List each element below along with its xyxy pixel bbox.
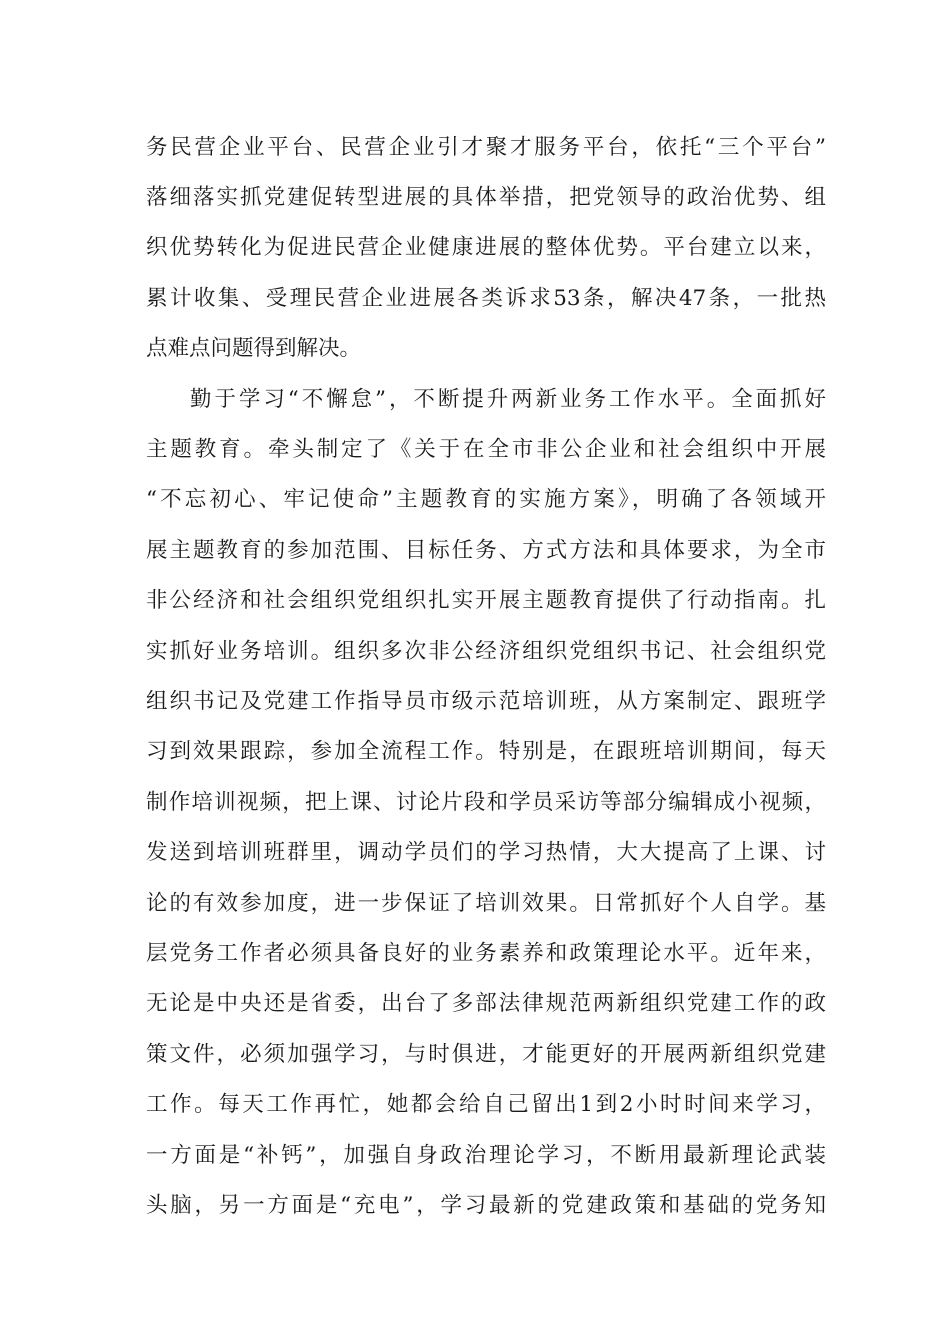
text-line: 一方面是“补钙”，加强自身政治理论学习，不断用最新理论武装 <box>146 1143 826 1168</box>
text-line: 习到效果跟踪，参加全流程工作。特别是，在跟班培训期间，每天 <box>146 739 826 764</box>
text-line: 实抓好业务培训。组织多次非公经济组织党组织书记、社会组织党 <box>146 639 826 664</box>
text-line: 工作。每天工作再忙，她都会给自己留出1到2小时时间来学习， <box>146 1092 826 1117</box>
text-line: 无论是中央还是省委，出台了多部法律规范两新组织党建工作的政 <box>146 991 826 1016</box>
text-line: 发送到培训班群里，调动学员们的学习热情，大大提高了上课、讨 <box>146 840 826 865</box>
text-line: 策文件，必须加强学习，与时俱进，才能更好的开展两新组织党建 <box>146 1042 826 1067</box>
text-line: 头脑，另一方面是“充电”，学习最新的党建政策和基础的党务知 <box>146 1193 826 1218</box>
text-line: 展主题教育的参加范围、目标任务、方式方法和具体要求，为全市 <box>146 538 826 563</box>
text-line: 组织书记及党建工作指导员市级示范培训班，从方案制定、跟班学 <box>146 689 826 714</box>
text-line: 累计收集、受理民营企业进展各类诉求53条，解决47条，一批热 <box>146 286 826 311</box>
text-line: 务民营企业平台、民营企业引才聚才服务平台，依托“三个平台” <box>146 135 826 160</box>
paragraph-first-line: 勤于学习“不懈怠”，不断提升两新业务工作水平。全面抓好 <box>190 387 826 412</box>
text-line: 点难点问题得到解决。 <box>146 336 362 361</box>
text-line: “不忘初心、牢记使命”主题教育的实施方案》，明确了各领域开 <box>146 487 826 512</box>
text-line: 制作培训视频，把上课、讨论片段和学员采访等部分编辑成小视频， <box>146 790 826 815</box>
text-line: 主题教育。牵头制定了《关于在全市非公企业和社会组织中开展 <box>146 437 826 462</box>
text-line: 非公经济和社会组织党组织扎实开展主题教育提供了行动指南。扎 <box>146 588 826 613</box>
text-line: 落细落实抓党建促转型进展的具体举措，把党领导的政治优势、组 <box>146 185 826 210</box>
text-line: 层党务工作者必须具备良好的业务素养和政策理论水平。近年来， <box>146 941 826 966</box>
text-line: 论的有效参加度，进一步保证了培训效果。日常抓好个人自学。基 <box>146 891 826 916</box>
text-line: 织优势转化为促进民营企业健康进展的整体优势。平台建立以来， <box>146 235 826 260</box>
